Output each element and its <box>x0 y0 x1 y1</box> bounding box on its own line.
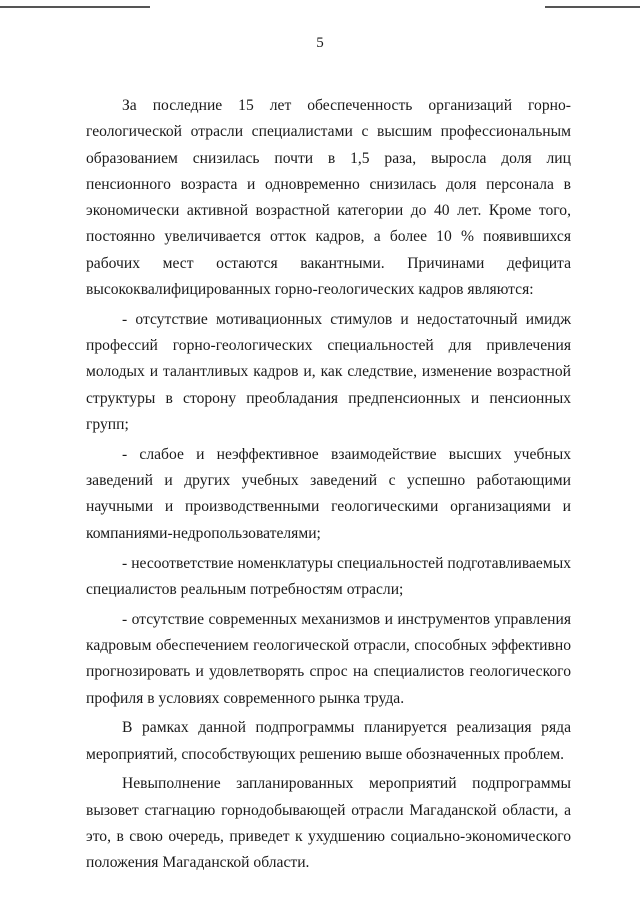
scan-edge-line-right <box>545 6 640 8</box>
paragraph-list-item: - отсутствие современных механизмов и инструментов управления кадровым обеспечением геологической отрасли, способных эффективно прогнозировать и удовлетворять спрос на специалистов геологического профиля в условиях современного рынка труда. <box>86 610 571 707</box>
paragraph-intro: За последние 15 лет обеспеченность организаций горно-геологической отрасли специалистами с высшим профессиональным образованием снизилась почти в 1,5 раза, выросла доля лиц пенсионного возраста и одновременно снизилась доля персонала в экономически активной возрастной категории до 40 лет. Кроме того, постоянно увеличивается отток кадров, а более 10 % появившихся рабочих мест остаются вакантными. Причинами дефицита высококвалифицированных горно-геологических кадров являются: <box>86 97 571 299</box>
scan-edge-line-left <box>0 6 150 8</box>
paragraph-consequences: Невыполнение запланированных мероприятий подпрограммы вызовет стагнацию горнодобывающей отрасли Магаданской области, а это, в свою очередь, приведет к ухудшению социально-экономического положения Магаданской области. <box>86 775 571 872</box>
paragraph-list-item: - несоответствие номенклатуры специальностей подготавливаемых специалистов реальным потребностям отрасли; <box>86 554 571 598</box>
paragraph-plans: В рамках данной подпрограммы планируется реализация ряда мероприятий, способствующих решению выше обозначенных проблем. <box>86 719 571 763</box>
page-number: 5 <box>316 35 324 51</box>
document-body <box>86 93 571 877</box>
paragraph-list-item: - слабое и неэффективное взаимодействие высших учебных заведений и других учебных заведений с успешно работающими научными и производственными геологическими организациями и компаниями-недропользователями; <box>86 445 571 542</box>
paragraph-list-item: - отсутствие мотивационных стимулов и недостаточный имидж профессий горно-геологических специальностей для привлечения молодых и талантливых кадров и, как следствие, изменение возрастной структуры в сторону преобладания предпенсионных и пенсионных групп; <box>86 310 571 434</box>
